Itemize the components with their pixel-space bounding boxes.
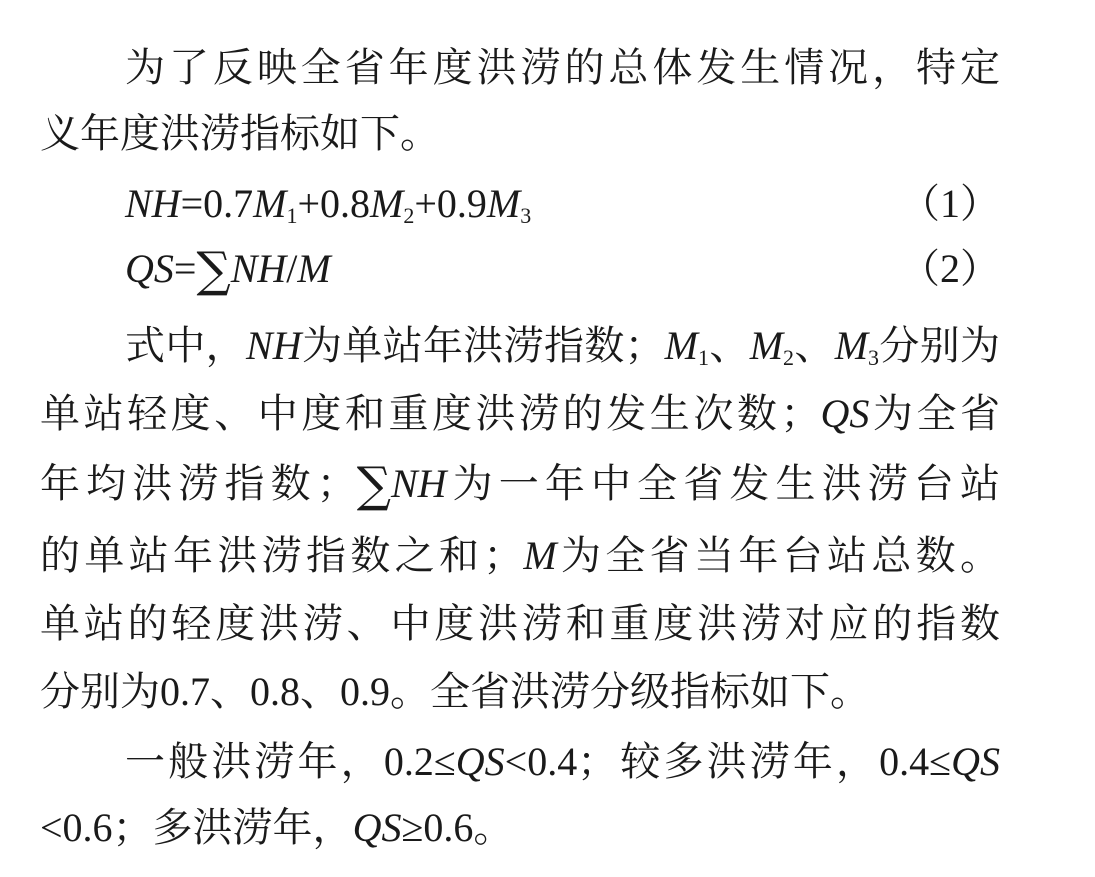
symbol-nh: NH xyxy=(390,461,447,506)
text-segment: ；较多洪涝年， xyxy=(577,739,880,785)
text-segment: 单站轻度、中度和重度洪涝的发生次数； xyxy=(40,391,821,437)
symbol-m-list: $M_1$、$M_2$、$M_3$ xyxy=(664,323,880,370)
symbol-qs: QS xyxy=(951,739,1001,784)
paragraph-2-line-5: 单站的轻度洪涝、中度洪涝和重度洪涝对应的指数 xyxy=(40,601,1000,647)
paragraph-3-line-2 xyxy=(40,800,1000,856)
text-segment: 一般洪涝年， xyxy=(125,739,384,785)
text-segment: 为全省 xyxy=(869,391,1001,437)
paragraph-2-line-2 xyxy=(40,386,1000,442)
summation-symbol: ∑ xyxy=(356,457,391,513)
summation-symbol: ∑ xyxy=(196,242,231,298)
text-segment: 为一年中全省发生洪涝台站 xyxy=(446,461,1000,507)
text-segment: 式中， xyxy=(125,323,247,369)
paragraph-1-line-1: 为了反映全省年度洪涝的总体发生情况，特定 xyxy=(125,45,1000,91)
symbol-nh: NH xyxy=(246,323,302,368)
paragraph-2-line-6 xyxy=(40,664,1000,720)
text-segment: 为单站年洪涝指数； xyxy=(301,323,665,369)
text-segment: ；多洪涝年， xyxy=(112,805,353,851)
equation-2-number: （2） xyxy=(900,246,1000,291)
threshold-value: ≥0.6 xyxy=(401,805,474,850)
paragraph-2-line-4 xyxy=(40,528,1000,584)
text-segment: 为全省当年台站总数。 xyxy=(556,533,1001,579)
symbol-m: M xyxy=(523,533,557,578)
threshold-value: 0.2≤ xyxy=(383,739,456,784)
threshold-value: <0.6 xyxy=(40,805,113,850)
paragraph-3-line-1 xyxy=(125,734,1000,790)
equation-1-number: （1） xyxy=(900,181,1000,226)
equation-1-formula: $NH=0.7M_1+0.8M_2+0.9M_3$ xyxy=(125,181,532,228)
index-values: 0.7、0.8、0.9 xyxy=(160,669,390,714)
paragraph-1-line-2: 义年度洪涝指标如下。 xyxy=(40,111,440,157)
text-segment: 的单站年洪涝指数之和； xyxy=(40,533,524,579)
symbol-qs: QS xyxy=(820,391,870,436)
paragraph-2-line-3 xyxy=(40,456,1000,512)
threshold-value: 0.4≤ xyxy=(879,739,952,784)
text-segment: 。 xyxy=(473,805,514,851)
text-segment: 分别为 xyxy=(879,323,1001,369)
paragraph-2-line-1 xyxy=(125,318,1000,374)
text-segment: 分别为 xyxy=(40,669,160,715)
equation-2-formula: QS=∑NH/M xyxy=(125,242,331,298)
equation-1 xyxy=(125,176,1000,232)
symbol-qs: QS xyxy=(352,805,402,850)
symbol-qs: QS xyxy=(455,739,505,784)
text-segment: 。全省洪涝分级指标如下。 xyxy=(390,669,870,715)
equation-2 xyxy=(125,241,1000,297)
text-segment: 年均洪涝指数； xyxy=(40,461,357,507)
threshold-value: <0.4 xyxy=(504,739,578,784)
